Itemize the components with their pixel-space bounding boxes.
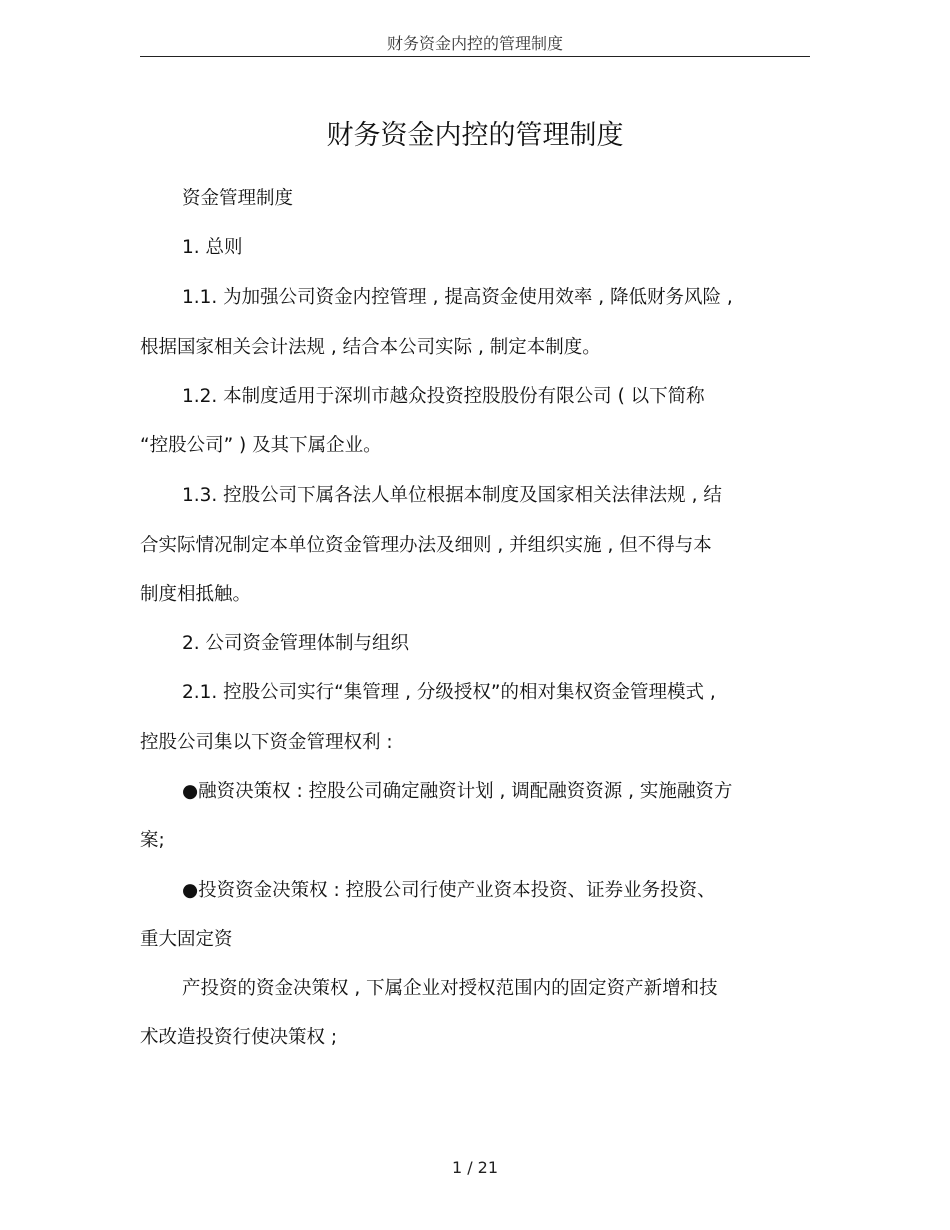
- paragraph-line: 1.2. 本制度适用于深圳市越众投资控股股份有限公司 ( 以下简称: [182, 386, 705, 407]
- paragraph-line: 产投资的资金决策权 , 下属企业对授权范围内的固定资产新增和技: [182, 978, 718, 999]
- running-header: 财务资金内控的管理制度: [386, 34, 563, 53]
- section-heading-management-system: 2. 公司资金管理体制与组织: [182, 633, 410, 654]
- paragraph-line: 根据国家相关会计法规 , 结合本公司实际 , 制定本制度。: [140, 337, 601, 358]
- paragraph-line: 1.1. 为加强公司资金内控管理 , 提高资金使用效率 , 降低财务风险 ,: [182, 287, 733, 308]
- paragraph-line: 重大固定资: [140, 929, 233, 950]
- paragraph-line: 1.3. 控股公司下属各法人单位根据本制度及国家相关法律法规 , 结: [182, 485, 722, 506]
- document-title: 财务资金内控的管理制度: [326, 120, 624, 151]
- paragraph-line: 案;: [140, 830, 165, 851]
- paragraph-line: “控股公司” ) 及其下属企业。: [140, 435, 382, 456]
- paragraph-line: 合实际情况制定本单位资金管理办法及细则 , 并组织实施 , 但不得与本: [140, 535, 712, 556]
- paragraph-line: 制度相抵触。: [140, 584, 252, 605]
- page-number: 1 / 21: [451, 1158, 499, 1177]
- paragraph-line: 控股公司集以下资金管理权利 :: [140, 732, 393, 753]
- paragraph-line: 2.1. 控股公司实行“集管理 , 分级授权”的相对集权资金管理模式 ,: [182, 682, 716, 703]
- header-rule: [140, 56, 810, 57]
- section-heading-general: 1. 总则: [182, 237, 243, 258]
- bullet-item-line: ●投资资金决策权 : 控股公司行使产业资本投资、证券业务投资、: [182, 880, 716, 901]
- section-heading-fund-management: 资金管理制度: [182, 188, 294, 209]
- paragraph-line: 术改造投资行使决策权 ;: [140, 1027, 338, 1048]
- bullet-item-line: ●融资决策权 : 控股公司确定融资计划 , 调配融资资源 , 实施融资方: [182, 781, 733, 802]
